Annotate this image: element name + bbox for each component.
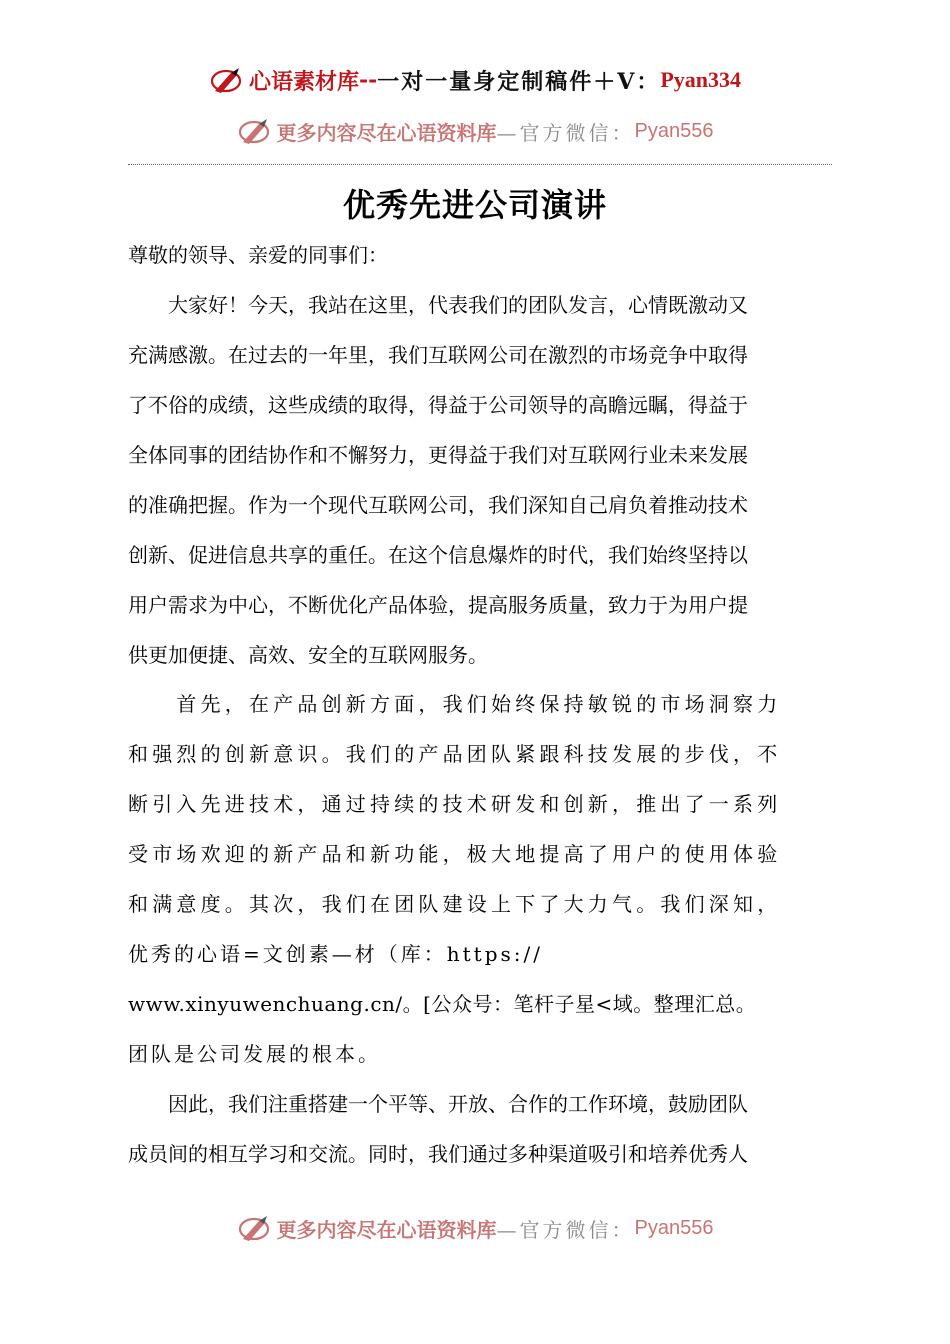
body-line: 充满感激。在过去的一年里，我们互联网公司在激烈的市场竞争中取得 (128, 343, 748, 367)
pen-logo-icon (209, 65, 247, 95)
watermark-label: —官方微信： (496, 1217, 635, 1242)
body-line: 受市场欢迎的新产品和新功能，极大地提高了用户的使用体验 (128, 842, 782, 866)
pen-logo-icon (237, 1213, 275, 1243)
body-line: 断引入先进技术，通过持续的技术研发和创新，推出了一系列 (128, 792, 782, 816)
header-watermark (0, 113, 950, 149)
body-line: 大家好！今天，我站在这里，代表我们的团队发言，心情既激动又 (128, 293, 748, 317)
watermark-text: 更多内容尽在心语资料库 (276, 1217, 497, 1242)
footer-watermark (0, 1210, 950, 1246)
header-contact: Pyan334 (660, 67, 742, 92)
body-line: 因此，我们注重搭建一个平等、开放、合作的工作环境，鼓励团队 (128, 1092, 748, 1116)
body-line: 首先，在产品创新方面，我们始终保持敏锐的市场洞察力 (128, 692, 782, 716)
header-slogan: 一对一量身定制稿件＋V： (377, 68, 661, 95)
watermark-wechat: Pyan556 (634, 119, 714, 142)
document-title: 优秀先进公司演讲 (342, 186, 607, 224)
header-divider (128, 164, 832, 165)
body-line: 成员间的相互学习和交流。同时，我们通过多种渠道吸引和培养优秀人 (128, 1142, 748, 1166)
body-line: 的准确把握。作为一个现代互联网公司，我们深知自己肩负着推动技术 (128, 493, 748, 517)
header-banner (0, 62, 950, 98)
watermark-wechat: Pyan556 (634, 1216, 714, 1239)
body-line: 创新、促进信息共享的重任。在这个信息爆炸的时代，我们始终坚持以 (128, 543, 748, 567)
body-line: 用户需求为中心，不断优化产品体验，提高服务质量，致力于为用户提 (128, 593, 748, 617)
body-line: www.xinyuwenchuang.cn/。[公众号：笔杆子星<域。整理汇总。 (128, 992, 757, 1016)
watermark-text: 更多内容尽在心语资料库 (276, 120, 497, 145)
body-line: 团队是公司发展的根本。 (128, 1042, 381, 1066)
pen-logo-icon (237, 116, 275, 146)
watermark-label: —官方微信： (496, 120, 635, 145)
body-line: 全体同事的团结协作和不懈努力，更得益于我们对互联网行业未来发展 (128, 443, 748, 467)
brand-name: 心语素材库 (248, 68, 359, 95)
header-dashes: -- (358, 67, 378, 93)
body-line: 供更加便捷、高效、安全的互联网服务。 (128, 643, 488, 667)
body-line: 了不俗的成绩，这些成绩的取得，得益于公司领导的高瞻远瞩，得益于 (128, 393, 748, 417)
body-line: 和强烈的创新意识。我们的产品团队紧跟科技发展的步伐，不 (128, 742, 782, 766)
body-line: 和满意度。其次，我们在团队建设上下了大力气。我们深知， (128, 892, 782, 916)
greeting: 尊敬的领导、亲爱的同事们： (128, 243, 388, 267)
body-line: 优秀的心语=文创素—材（库：https:// (128, 942, 543, 966)
